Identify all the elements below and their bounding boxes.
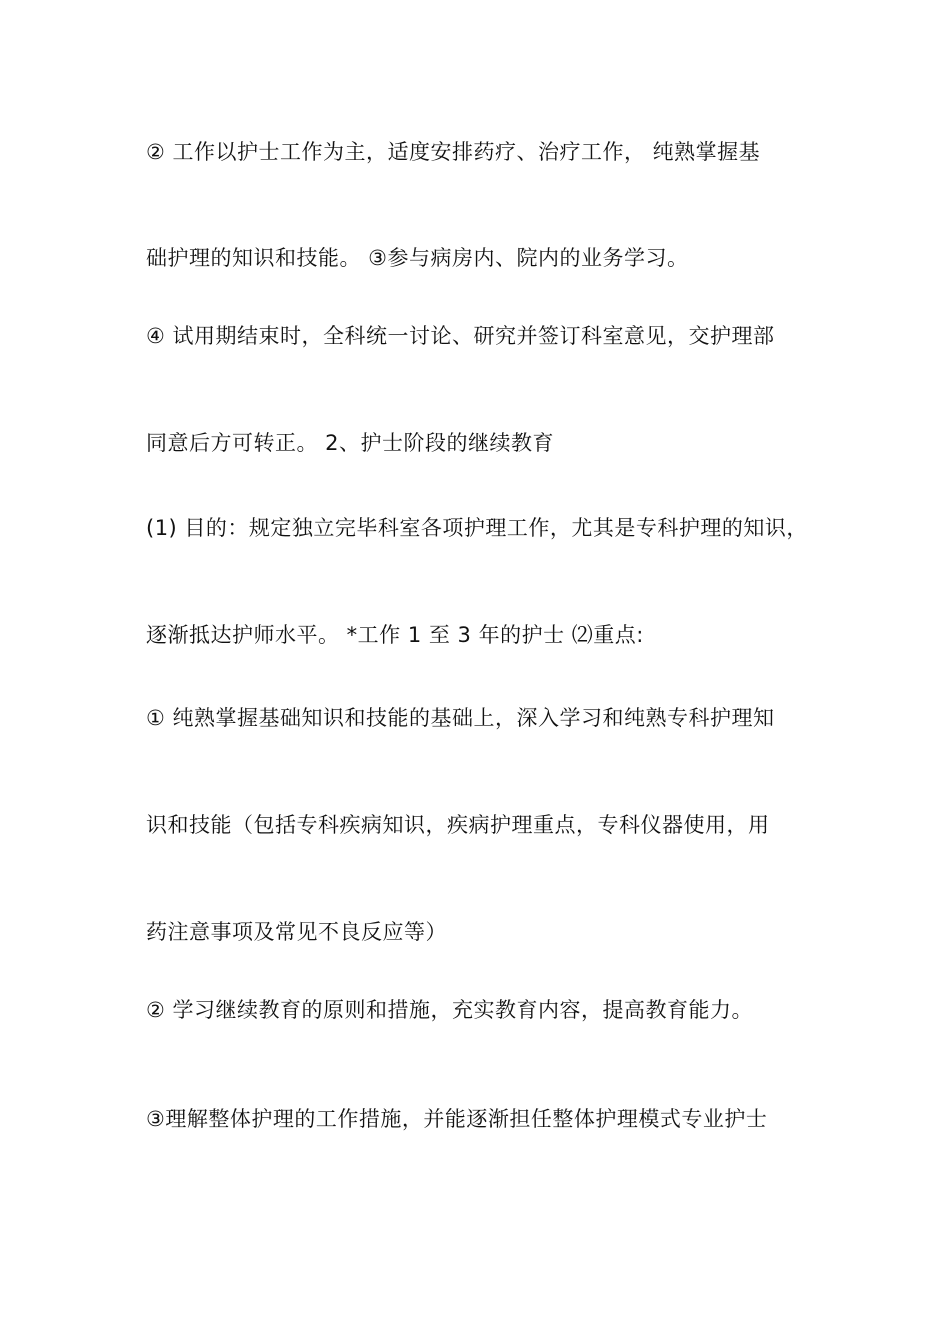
- text-line-9: 药注意事项及常见不良反应等）: [146, 920, 447, 944]
- text-line-11: ③理解整体护理的工作措施，并能逐渐担任整体护理模式专业护士: [146, 1107, 768, 1131]
- text-line-2: 础护理的知识和技能。 ③参与病房内、院内的业务学习。: [146, 246, 689, 270]
- text-line-8: 识和技能（包括专科疾病知识，疾病护理重点，专科仪器使用，用: [146, 813, 770, 837]
- text-line-4: 同意后方可转正。 2、护士阶段的继续教育: [146, 431, 555, 455]
- text-line-10: ② 学习继续教育的原则和措施，充实教育内容，提高教育能力。: [146, 998, 753, 1022]
- text-line-1: ② 工作以护士工作为主，适度安排药疗、治疗工作， 纯熟掌握基: [146, 140, 761, 164]
- text-line-3: ④ 试用期结束时，全科统一讨论、研究并签订科室意见，交护理部: [146, 324, 775, 348]
- text-line-5: (1) 目的：规定独立完毕科室各项护理工作，尤其是专科护理的知识，: [146, 516, 808, 540]
- text-line-7: ① 纯熟掌握基础知识和技能的基础上，深入学习和纯熟专科护理知: [146, 706, 775, 730]
- text-line-6: 逐渐抵达护师水平。 *工作 1 至 3 年的护士 ⑵重点:: [146, 623, 644, 647]
